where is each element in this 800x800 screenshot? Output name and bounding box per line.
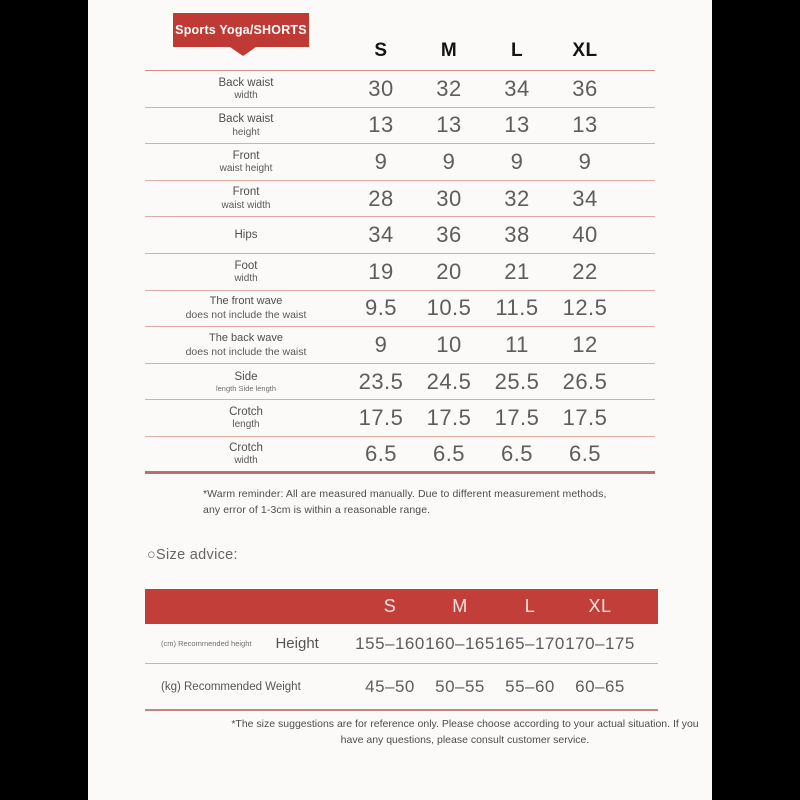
cell-value: 6.5 xyxy=(432,440,466,466)
cell-value: 34 xyxy=(572,185,598,211)
cell-value: 10 xyxy=(436,331,462,357)
size-column-header-s: S xyxy=(374,40,388,61)
table-row xyxy=(145,364,655,401)
advice-column-header-m: M xyxy=(452,596,468,616)
row-label: Crotch width xyxy=(229,441,263,466)
cell-value: 13 xyxy=(504,112,530,138)
cell-value: 34 xyxy=(368,222,394,248)
cell-value: 9 xyxy=(374,331,388,357)
cell-value: 40 xyxy=(572,222,598,248)
cell-value: 17.5 xyxy=(494,405,540,431)
cell-value: 9 xyxy=(578,148,592,174)
row-label: The front wave does not include the waist xyxy=(185,295,307,321)
cell-value: 20 xyxy=(436,258,462,284)
cell-value: 17.5 xyxy=(426,405,472,431)
cell-value: 155–160 xyxy=(355,633,425,653)
measurement-table xyxy=(145,70,655,474)
size-table-header xyxy=(145,34,655,64)
row-label: Back waist height xyxy=(218,113,274,138)
row-label: Front waist width xyxy=(221,186,271,211)
row-label: (kg) Recommended Weight xyxy=(161,680,301,693)
cell-value: 34 xyxy=(504,75,530,101)
cell-value: 9 xyxy=(442,148,456,174)
cell-value: 170–175 xyxy=(565,633,635,653)
table-row xyxy=(145,181,655,218)
cell-value: 24.5 xyxy=(426,368,472,394)
cell-value: 17.5 xyxy=(562,405,608,431)
brand-tag-label: Sports Yoga/SHORTS xyxy=(175,23,307,37)
size-column-header-m: M xyxy=(440,40,458,61)
advice-column-header-l: L xyxy=(524,596,536,616)
cell-value: 55–60 xyxy=(505,676,555,696)
table-row xyxy=(145,400,655,437)
size-note: *The size suggestions are for reference only. Please choose according to your actual situation. If you have any questions, please consult customer service. xyxy=(231,718,699,747)
cell-value: 9 xyxy=(510,148,524,174)
table-row xyxy=(145,217,655,254)
cell-value: 36 xyxy=(436,222,462,248)
cell-value: 10.5 xyxy=(426,295,472,321)
cell-value: 26.5 xyxy=(562,368,608,394)
table-row xyxy=(145,108,655,145)
cell-value: 30 xyxy=(436,185,462,211)
table-row xyxy=(145,291,655,328)
cell-value: 32 xyxy=(504,185,530,211)
table-row xyxy=(145,254,655,291)
cell-value: 19 xyxy=(368,258,394,284)
cell-value: 9 xyxy=(374,148,388,174)
cell-value: 13 xyxy=(368,112,394,138)
table-row xyxy=(145,327,655,364)
advice-row-weight xyxy=(145,664,658,711)
size-column-header-xl: XL xyxy=(572,40,598,61)
cell-value: 23.5 xyxy=(358,368,404,394)
size-column-header-l: L xyxy=(510,40,524,61)
cell-value: 13 xyxy=(572,112,598,138)
cell-value: 50–55 xyxy=(435,676,485,696)
warm-reminder-note: *Warm reminder: All are measured manually. Due to different measurement methods, any error of 1-3cm is within a reasonable range. xyxy=(203,488,607,517)
cell-value: 11 xyxy=(505,331,529,357)
table-row xyxy=(145,437,655,474)
advice-column-header-s: S xyxy=(383,596,397,616)
table-row xyxy=(145,144,655,181)
row-label: Foot width xyxy=(234,259,258,284)
cell-value: 17.5 xyxy=(358,405,404,431)
cell-value: 30 xyxy=(368,75,394,101)
cell-value: 12.5 xyxy=(562,295,608,321)
cell-value: 9.5 xyxy=(364,295,398,321)
cell-value: 25.5 xyxy=(494,368,540,394)
cell-value: 165–170 xyxy=(495,633,565,653)
row-label: Crotch length xyxy=(229,405,263,431)
cell-value: 36 xyxy=(572,75,598,101)
cell-value: 12 xyxy=(572,331,598,357)
cell-value: 160–165 xyxy=(425,633,495,653)
size-advice-heading: ○Size advice: xyxy=(147,547,238,563)
cell-value: 11.5 xyxy=(495,295,539,321)
cell-value: 32 xyxy=(436,75,462,101)
row-label: Hips xyxy=(234,228,258,241)
cell-value: 6.5 xyxy=(568,440,602,466)
row-label: Back waist width xyxy=(218,76,274,101)
row-label: Front waist height xyxy=(219,149,273,175)
advice-table xyxy=(145,624,658,711)
cell-value: 45–50 xyxy=(365,676,415,696)
cell-value: 28 xyxy=(368,185,394,211)
cell-value: 6.5 xyxy=(364,440,398,466)
right-letterbox-bar xyxy=(712,0,800,800)
cell-value: 22 xyxy=(572,258,598,284)
cell-value: 21 xyxy=(504,258,530,284)
row-label: The back wave does not include the waist xyxy=(185,331,307,358)
advice-column-header-xl: XL xyxy=(588,596,612,616)
cell-value: 60–65 xyxy=(575,676,625,696)
row-label: Side length Side length xyxy=(215,370,277,394)
cell-value: 6.5 xyxy=(500,440,534,466)
advice-row-height xyxy=(145,624,658,664)
advice-table-header xyxy=(145,589,658,624)
cell-value: 38 xyxy=(504,222,530,248)
cell-value: 13 xyxy=(436,112,462,138)
table-row xyxy=(145,71,655,108)
row-label: (cm) Recommended height Height xyxy=(161,635,319,652)
left-letterbox-bar xyxy=(0,0,88,800)
